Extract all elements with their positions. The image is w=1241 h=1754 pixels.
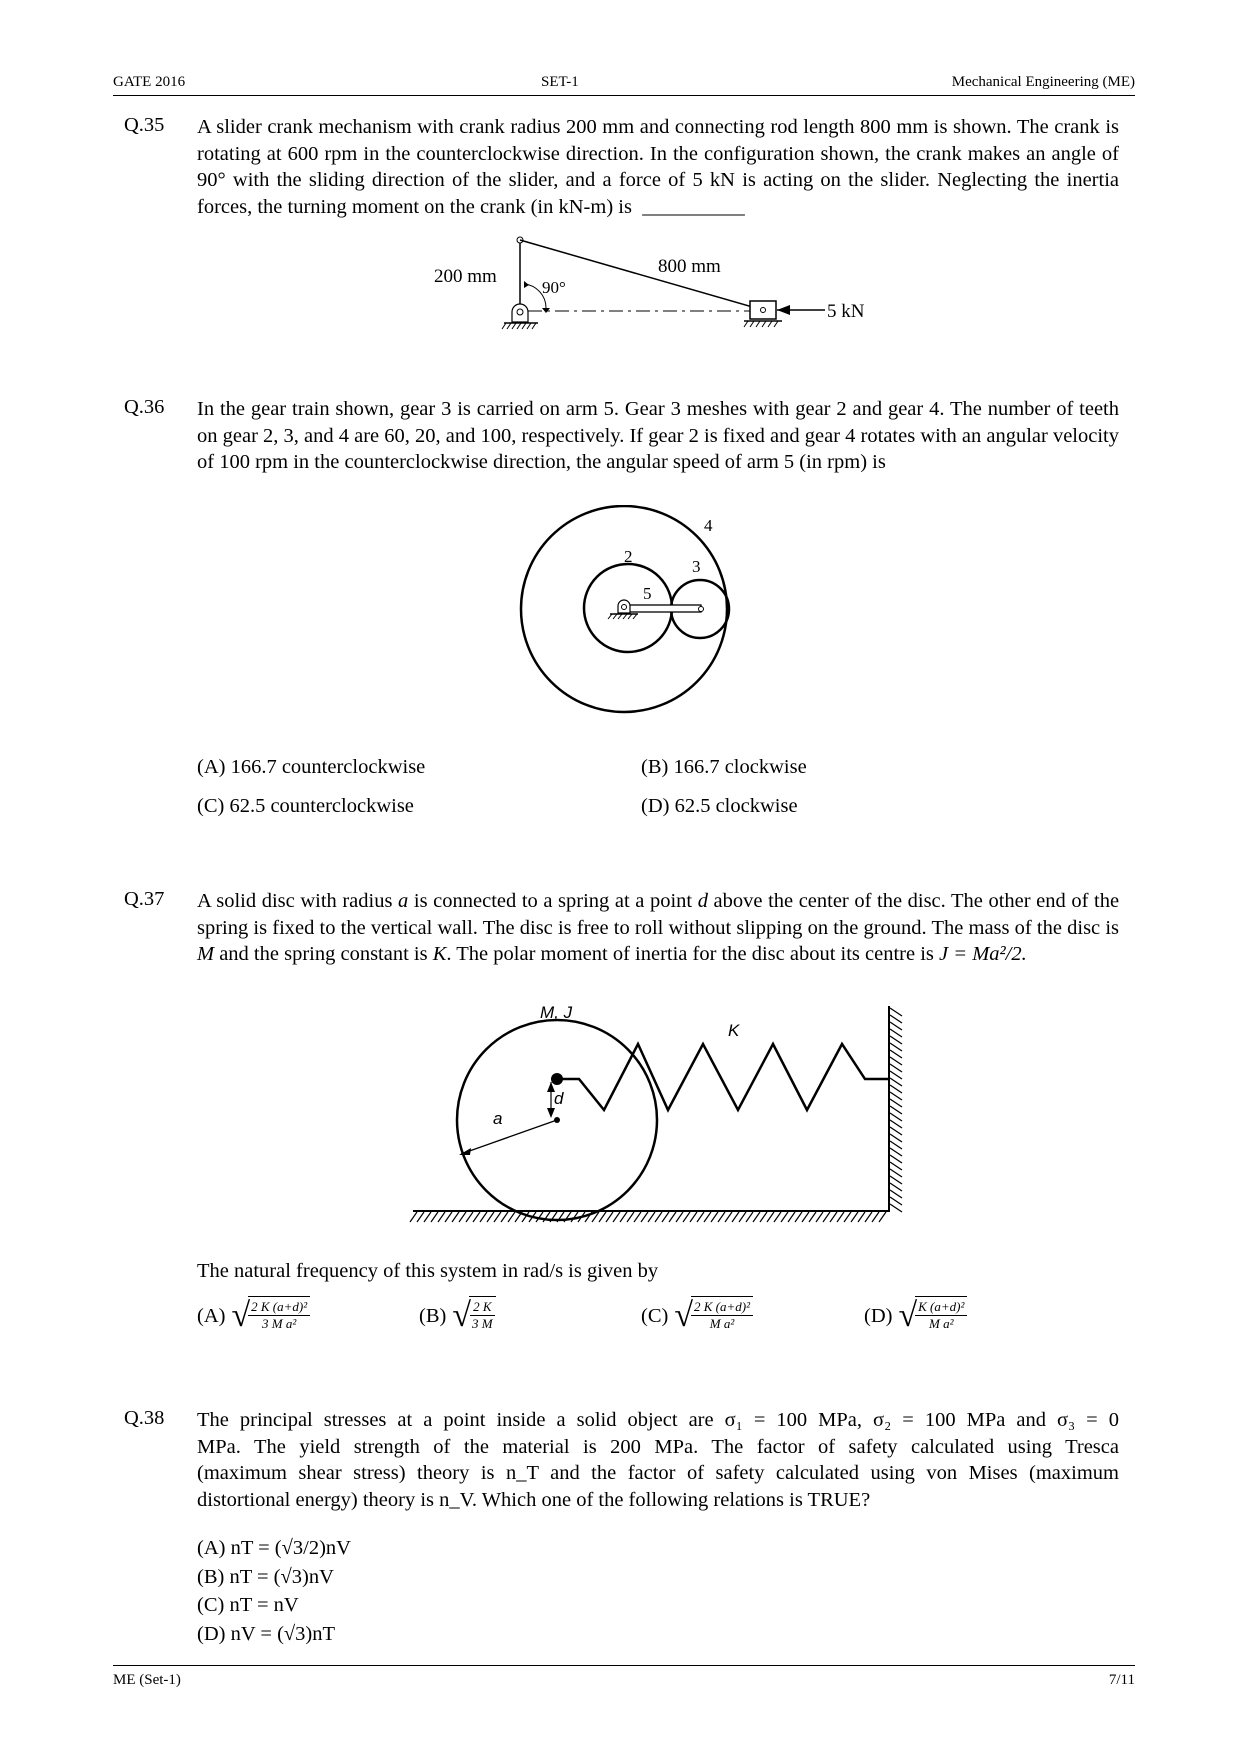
q38-option-c[interactable]: (C) nT = nV bbox=[197, 1594, 299, 1616]
q36-option-a[interactable]: (A) 166.7 counterclockwise bbox=[197, 756, 426, 778]
q37-disc-spring-figure bbox=[405, 1000, 915, 1232]
q38-option-a[interactable]: (A) nT = (√3/2)nV bbox=[197, 1537, 351, 1559]
q38-option-d[interactable]: (D) nV = (√3)nT bbox=[197, 1623, 336, 1645]
q37-text: A solid disc with radius a is connected to a spring at a point d above the center of the disc. The other end of the spring is fixed to the vertical wall. The disc is free to roll without slipping on the ground. The mass of the disc is M and the spring constant is K. The polar moment of inertia for the disc about its centre is J = Ma²/2. bbox=[197, 890, 1120, 965]
q35-crank-label: 200 mm bbox=[434, 266, 497, 287]
q36-gear-train-figure bbox=[500, 505, 750, 745]
q36-number: Q.36 bbox=[124, 396, 165, 418]
q37-number: Q.37 bbox=[124, 888, 165, 910]
q37-prompt: The natural frequency of this system in rad/s is given by bbox=[197, 1260, 659, 1282]
q36-gear2-label: 2 bbox=[624, 547, 633, 566]
q36-gear4-label: 4 bbox=[704, 516, 713, 535]
q37-option-b-label: (B) bbox=[419, 1304, 447, 1327]
q37-option-a[interactable]: (A) √ $\frac{\text{2 K (a+d)²}}{\text{3 M a²}}$ bbox=[197, 1296, 310, 1336]
header-set: SET-1 bbox=[541, 74, 579, 90]
q37-option-b[interactable]: (B) √ $\frac{2 K}{3 M}$ bbox=[419, 1296, 496, 1336]
q36-option-c[interactable]: (C) 62.5 counterclockwise bbox=[197, 795, 414, 817]
q38-option-b[interactable]: (B) nT = (√3)nV bbox=[197, 1566, 334, 1588]
q37-spring-label: K bbox=[728, 1021, 740, 1040]
header-subject: Mechanical Engineering (ME) bbox=[951, 74, 1135, 90]
q37-radius-label: a bbox=[493, 1109, 503, 1128]
q37-mass-inertia-label: M, J bbox=[540, 1003, 573, 1022]
header-rule bbox=[113, 95, 1135, 96]
q35-force-label: 5 kN bbox=[827, 301, 865, 322]
q36-gear3-label: 3 bbox=[692, 557, 701, 576]
q35-angle-label: 90° bbox=[542, 278, 566, 297]
q36-option-b[interactable]: (B) 166.7 clockwise bbox=[641, 756, 807, 778]
q37-option-d-label: (D) bbox=[864, 1304, 893, 1327]
q37-option-a-label: (A) bbox=[197, 1304, 226, 1327]
header-exam: GATE 2016 bbox=[113, 74, 186, 90]
q36-option-d[interactable]: (D) 62.5 clockwise bbox=[641, 795, 798, 817]
q35-rod-label: 800 mm bbox=[658, 256, 721, 277]
q37-offset-label: d bbox=[554, 1089, 564, 1108]
footer-rule bbox=[113, 1665, 1135, 1666]
q36-text: In the gear train shown, gear 3 is carried on arm 5. Gear 3 meshes with gear 2 and gear 4. The number of teeth on gear 2, 3, and 4 are 60, 20, and 100, respectively. If gear 2 is fixed and gear 4 rotates with an angular velocity of 100 rpm in the counterclockwise direction, the angular speed of arm 5 (in rpm) is bbox=[197, 398, 1119, 473]
footer-page-number: 7/11 bbox=[1108, 1672, 1135, 1688]
q37-option-c-label: (C) bbox=[641, 1304, 669, 1327]
q36-arm-label: 5 bbox=[643, 584, 652, 603]
q35-number: Q.35 bbox=[124, 114, 165, 136]
q37-option-d[interactable]: (D) √ $\frac{\text{K (a+d)²}}{\text{M a²}}$ bbox=[864, 1296, 967, 1336]
q35-slider-crank-figure bbox=[420, 232, 880, 332]
q35-text: A slider crank mechanism with crank radius 200 mm and connecting rod length 800 mm is shown. The crank is rotating at 600 rpm in the counterclockwise direction. In the configuration shown, the crank makes an angle of 90° with the sliding direction of the slider, and a force of 5 kN is acting on the slider. Neglecting the inertia forces, the turning moment on the crank (in kN-m) is __________ bbox=[197, 116, 1119, 218]
q38-text: The principal stresses at a point inside a solid object are σ₁ = 100 MPa, σ₂ = 100 MPa and σ₃ = 0 MPa. The yield strength of the material is 200 MPa. The factor of safety calculated using Tresca (maximum shear stress) theory is n_T and the factor of safety calculated using von Mises (maximum distortional energy) theory is n_V. Which one of the following relations is TRUE? bbox=[197, 1409, 1119, 1511]
footer-paper-code: ME (Set-1) bbox=[113, 1672, 181, 1688]
q37-option-c[interactable]: (C) √ $\frac{\text{2 K (a+d)²}}{\text{M a²}}$ bbox=[641, 1296, 753, 1336]
q38-number: Q.38 bbox=[124, 1407, 165, 1429]
